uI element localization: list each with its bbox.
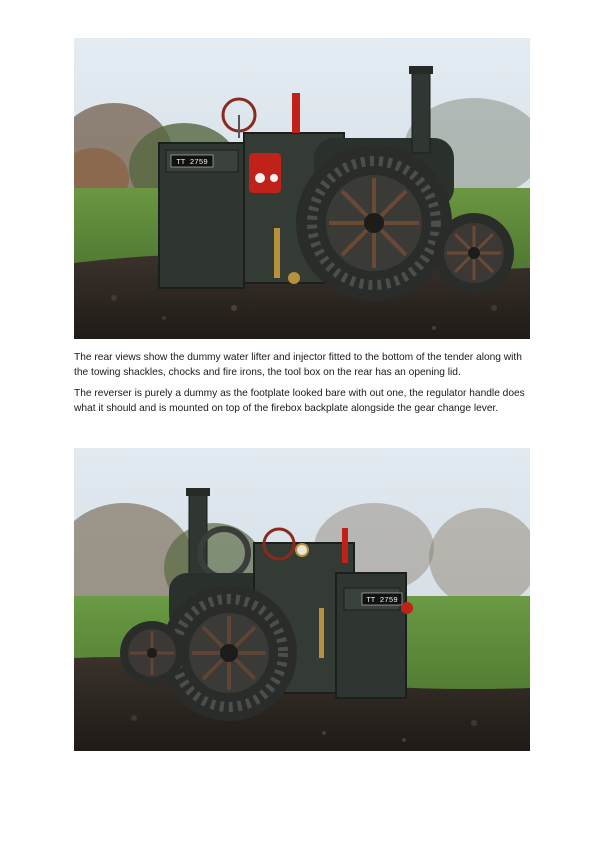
traction-engine-image-1: [74, 38, 530, 339]
photo-rear-view-2: [74, 448, 530, 751]
body-text: [74, 350, 534, 422]
number-plate-2: TT 2759: [366, 597, 398, 605]
number-plate-1: TT 2759: [176, 159, 208, 167]
paragraph-rear-views: The rear views show the dummy water lifter and injector fitted to the bottom of the tender along with the towing shackles, chocks and fire irons, the tool box on the rear has an opening lid.: [74, 352, 522, 378]
paragraph-reverser: The reverser is purely a dummy as the footplate looked bare with out one, the regulator handle does what it should and is mounted on top of the firebox backplate alongside the gear change lever.: [74, 388, 525, 414]
photo-rear-view-1: [74, 38, 530, 339]
traction-engine-image-2: [74, 448, 530, 751]
